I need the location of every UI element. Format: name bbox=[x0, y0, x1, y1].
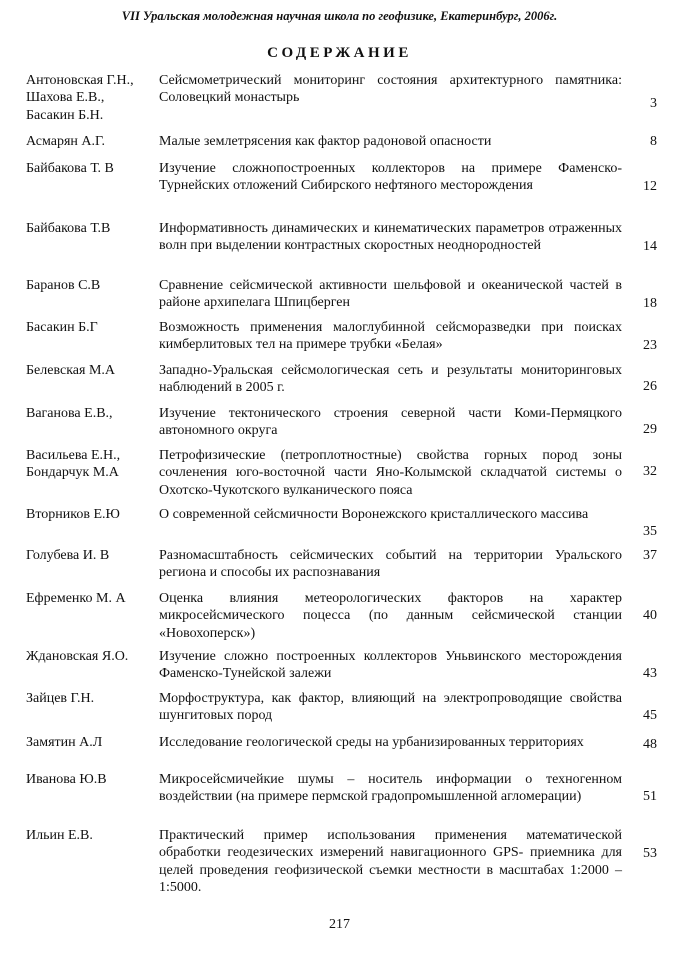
page-number: 217 bbox=[329, 917, 350, 932]
entry-title: Морфоструктура, как фактор, влияющий на электропроводящие свойства шунгитовых пород bbox=[159, 691, 622, 724]
toc-title: СОДЕРЖАНИЕ bbox=[267, 45, 412, 61]
entry-page-number: 37 bbox=[643, 548, 657, 563]
entry-page-number: 3 bbox=[650, 96, 657, 111]
entry-title: Сравнение сейсмической активности шельфовой и океанической частей в районе архипелага Шпицберген bbox=[159, 278, 622, 311]
entry-page-number: 23 bbox=[643, 338, 657, 353]
entry-page-number: 43 bbox=[643, 666, 657, 681]
entry-author: Зайцев Г.Н. bbox=[26, 691, 95, 706]
entry-title: Петрофизические (петроплотностные) свойства горных пород зоны сочленения юго-восточной части Яно-Колымской складчатой системы о Охотско-Чукотского вулканического пояса bbox=[159, 448, 622, 498]
entry-author: Ваганова Е.В., bbox=[26, 406, 113, 421]
entry-title: Возможность применения малоглубинной сейсморазведки при поисках кимберлитовых тел на примере трубки «Белая» bbox=[159, 320, 622, 353]
running-header: VII Уральская молодежная научная школа по геофизике, Екатеринбург, 2006г. bbox=[121, 9, 558, 23]
entry-page-number: 12 bbox=[643, 179, 657, 194]
entry-author: Иванова Ю.В bbox=[26, 772, 107, 787]
entry-title: Изучение сложнопостроенных коллекторов на примере Фаменско-Турнейских отложений Сибирского нефтяного месторождения bbox=[159, 161, 622, 194]
entry-title: Оценка влияния метеорологических факторов на характер микросейсмического поцесса (по данным сейсмической станции «Новохоперск») bbox=[159, 591, 622, 641]
entry-author: Байбакова Т. В bbox=[26, 161, 114, 176]
entry-title: Западно-Уральская сейсмологическая сеть и результаты мониторинговых наблюдений в 2005 г. bbox=[159, 363, 622, 396]
entry-page-number: 26 bbox=[643, 379, 657, 394]
entry-author: Баранов С.В bbox=[26, 278, 101, 293]
entry-page-number: 14 bbox=[643, 239, 657, 254]
entry-title: Практический пример использования применения математической обработки геодезических измерений навигационного GPS- приемника для целей проведения геофизической съемки местности в масштабах 1:2000 – 1:5000. bbox=[159, 828, 622, 896]
entry-author: Вторников Е.Ю bbox=[26, 507, 120, 522]
entry-author: Антоновская Г.Н., Шахова Е.В., Басакин Б.Н. bbox=[26, 73, 134, 123]
entry-page-number: 29 bbox=[643, 422, 657, 437]
entry-title: Сейсмометрический мониторинг состояния архитектурного памятника: Соловецкий монастырь bbox=[159, 73, 622, 106]
entry-title: Разномасштабность сейсмических событий на территории Уральского региона и способы их распознавания bbox=[159, 548, 622, 581]
entry-title: Информативность динамических и кинематических параметров отраженных волн при выделении контрастных скоростных неоднородностей bbox=[159, 221, 622, 254]
entry-title: Микросейсмичейкие шумы – носитель информации о техногенном воздействии (на примере пермской градопромышленной агломерации) bbox=[159, 772, 622, 805]
entry-page-number: 48 bbox=[643, 737, 657, 752]
entry-page-number: 18 bbox=[643, 296, 657, 311]
entry-title: Изучение сложно построенных коллекторов Уньвинского месторождения Фаменско-Тунейской залежи bbox=[159, 649, 622, 682]
entry-title: О современной сейсмичности Воронежского кристаллического массива bbox=[159, 507, 589, 522]
entry-author: Басакин Б.Г bbox=[26, 320, 98, 335]
entry-page-number: 8 bbox=[650, 134, 657, 149]
entry-title: Малые землетрясения как фактор радоновой опасности bbox=[159, 134, 492, 149]
entry-page-number: 35 bbox=[643, 524, 657, 539]
entry-author: Белевская М.А bbox=[26, 363, 115, 378]
entry-author: Замятин А.Л bbox=[26, 735, 103, 750]
entry-author: Ждановская Я.О. bbox=[26, 649, 129, 664]
entry-page-number: 32 bbox=[643, 464, 657, 479]
entry-page-number: 45 bbox=[643, 708, 657, 723]
entry-page-number: 53 bbox=[643, 846, 657, 861]
entry-page-number: 40 bbox=[643, 608, 657, 623]
entry-page-number: 51 bbox=[643, 789, 657, 804]
entry-author: Асмарян А.Г. bbox=[26, 134, 106, 149]
entry-author: Ефременко М. А bbox=[26, 591, 126, 606]
entry-title: Изучение тектонического строения северной части Коми-Пермяцкого автономного округа bbox=[159, 406, 622, 439]
entry-title: Исследование геологической среды на урбанизированных территориях bbox=[159, 735, 584, 750]
entry-author: Голубева И. В bbox=[26, 548, 110, 563]
entry-author: Васильева Е.Н., Бондарчук М.А bbox=[26, 448, 121, 481]
entry-author: Ильин Е.В. bbox=[26, 828, 93, 843]
entry-author: Байбакова Т.В bbox=[26, 221, 111, 236]
